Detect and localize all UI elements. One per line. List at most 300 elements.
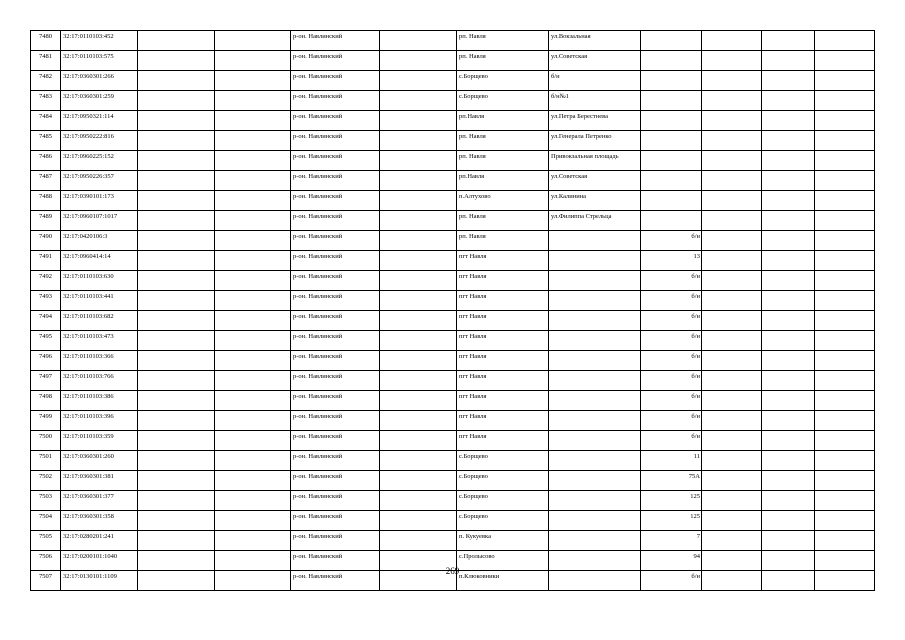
district-cell: р-он. Навлинский	[291, 91, 380, 111]
district-cell: р-он. Навлинский	[291, 251, 380, 271]
district-cell: р-он. Навлинский	[291, 31, 380, 51]
district-cell: р-он. Навлинский	[291, 211, 380, 231]
empty-cell	[702, 271, 762, 291]
locality-cell: пгт Навля	[457, 351, 549, 371]
empty-cell	[762, 251, 815, 271]
street-cell	[549, 471, 641, 491]
empty-cell	[762, 371, 815, 391]
empty-cell	[138, 411, 215, 431]
cadastral-number-cell: 32:17:0110103:359	[61, 431, 138, 451]
empty-cell	[762, 111, 815, 131]
table-row	[31, 151, 875, 171]
table-row	[31, 371, 875, 391]
empty-cell	[762, 431, 815, 451]
empty-cell	[815, 391, 875, 411]
street-cell	[549, 451, 641, 471]
empty-cell	[215, 331, 291, 351]
empty-cell	[215, 151, 291, 171]
empty-cell	[380, 71, 457, 91]
locality-cell: пгт Навля	[457, 431, 549, 451]
empty-cell	[138, 391, 215, 411]
house-number-cell: б/н	[641, 311, 702, 331]
cadastral-number-cell: 32:17:0280201:241	[61, 531, 138, 551]
row-number-cell: 7491	[31, 251, 61, 271]
table-row	[31, 451, 875, 471]
cadastral-number-cell: 32:17:0110103:396	[61, 411, 138, 431]
empty-cell	[138, 291, 215, 311]
street-cell	[549, 531, 641, 551]
row-number-cell: 7501	[31, 451, 61, 471]
empty-cell	[762, 51, 815, 71]
table-row	[31, 291, 875, 311]
table-row	[31, 431, 875, 451]
district-cell: р-он. Навлинский	[291, 491, 380, 511]
district-cell: р-он. Навлинский	[291, 231, 380, 251]
street-cell	[549, 311, 641, 331]
table-row	[31, 91, 875, 111]
empty-cell	[138, 451, 215, 471]
street-cell	[549, 431, 641, 451]
street-cell: ул.Вокзальная	[549, 31, 641, 51]
cadastral-number-cell: 32:17:0360301:266	[61, 71, 138, 91]
district-cell: р-он. Навлинский	[291, 311, 380, 331]
locality-cell: с.Борщево	[457, 71, 549, 91]
empty-cell	[138, 111, 215, 131]
street-cell	[549, 511, 641, 531]
house-number-cell: 7	[641, 531, 702, 551]
district-cell: р-он. Навлинский	[291, 451, 380, 471]
street-cell	[549, 491, 641, 511]
row-number-cell: 7486	[31, 151, 61, 171]
empty-cell	[138, 131, 215, 151]
row-number-cell: 7503	[31, 491, 61, 511]
empty-cell	[762, 531, 815, 551]
house-number-cell: 75А	[641, 471, 702, 491]
district-cell: р-он. Навлинский	[291, 531, 380, 551]
locality-cell: пгт Навля	[457, 291, 549, 311]
empty-cell	[138, 91, 215, 111]
empty-cell	[215, 91, 291, 111]
street-cell	[549, 351, 641, 371]
district-cell: р-он. Навлинский	[291, 131, 380, 151]
empty-cell	[138, 71, 215, 91]
empty-cell	[138, 31, 215, 51]
table-row	[31, 131, 875, 151]
empty-cell	[762, 471, 815, 491]
district-cell: р-он. Навлинский	[291, 291, 380, 311]
empty-cell	[815, 51, 875, 71]
house-number-cell	[641, 191, 702, 211]
empty-cell	[762, 31, 815, 51]
district-cell: р-он. Навлинский	[291, 271, 380, 291]
house-number-cell: 94	[641, 551, 702, 571]
district-cell: р-он. Навлинский	[291, 411, 380, 431]
house-number-cell	[641, 151, 702, 171]
empty-cell	[815, 231, 875, 251]
empty-cell	[380, 391, 457, 411]
empty-cell	[215, 531, 291, 551]
empty-cell	[762, 411, 815, 431]
locality-cell: пгт Навля	[457, 371, 549, 391]
empty-cell	[215, 391, 291, 411]
empty-cell	[815, 151, 875, 171]
empty-cell	[815, 251, 875, 271]
empty-cell	[215, 251, 291, 271]
empty-cell	[762, 231, 815, 251]
table-row	[31, 311, 875, 331]
cadastral-number-cell: 32:17:0110103:575	[61, 51, 138, 71]
empty-cell	[762, 271, 815, 291]
empty-cell	[815, 491, 875, 511]
cadastral-number-cell: 32:17:0950226:357	[61, 171, 138, 191]
empty-cell	[138, 471, 215, 491]
street-cell: б/н№1	[549, 91, 641, 111]
empty-cell	[815, 291, 875, 311]
table-row	[31, 511, 875, 531]
cadastral-number-cell: 32:17:0110103:682	[61, 311, 138, 331]
district-cell: р-он. Навлинский	[291, 351, 380, 371]
empty-cell	[815, 411, 875, 431]
empty-cell	[702, 31, 762, 51]
cadastral-number-cell: 32:17:0960225:152	[61, 151, 138, 171]
empty-cell	[380, 251, 457, 271]
empty-cell	[702, 351, 762, 371]
row-number-cell: 7493	[31, 291, 61, 311]
empty-cell	[215, 231, 291, 251]
house-number-cell: 125	[641, 491, 702, 511]
row-number-cell: 7494	[31, 311, 61, 331]
row-number-cell: 7495	[31, 331, 61, 351]
locality-cell: п. Кукуевка	[457, 531, 549, 551]
empty-cell	[702, 231, 762, 251]
table-row	[31, 531, 875, 551]
table-row	[31, 211, 875, 231]
empty-cell	[702, 111, 762, 131]
cadastral-number-cell: 32:17:0360301:260	[61, 451, 138, 471]
street-cell	[549, 271, 641, 291]
street-cell: ул.Советская	[549, 171, 641, 191]
empty-cell	[702, 471, 762, 491]
empty-cell	[762, 71, 815, 91]
row-number-cell: 7492	[31, 271, 61, 291]
cadastral-number-cell: 32:17:0110103:452	[61, 31, 138, 51]
empty-cell	[215, 211, 291, 231]
table-row	[31, 471, 875, 491]
empty-cell	[702, 251, 762, 271]
house-number-cell	[641, 91, 702, 111]
street-cell	[549, 411, 641, 431]
house-number-cell: 125	[641, 511, 702, 531]
empty-cell	[215, 311, 291, 331]
street-cell: б/н	[549, 71, 641, 91]
empty-cell	[138, 431, 215, 451]
empty-cell	[815, 511, 875, 531]
cadastral-number-cell: 32:17:0130101:1109	[61, 571, 138, 591]
empty-cell	[815, 351, 875, 371]
empty-cell	[702, 411, 762, 431]
empty-cell	[215, 51, 291, 71]
empty-cell	[380, 471, 457, 491]
cadastral-number-cell: 32:17:0960107:1017	[61, 211, 138, 231]
empty-cell	[815, 111, 875, 131]
empty-cell	[215, 371, 291, 391]
cadastral-number-cell: 32:17:0110103:766	[61, 371, 138, 391]
empty-cell	[380, 371, 457, 391]
house-number-cell: б/н	[641, 271, 702, 291]
empty-cell	[380, 491, 457, 511]
row-number-cell: 7483	[31, 91, 61, 111]
locality-cell: с.Пролысово	[457, 551, 549, 571]
page-number: 269	[445, 566, 460, 576]
empty-cell	[138, 271, 215, 291]
house-number-cell	[641, 51, 702, 71]
street-cell: Привокзальная площадь	[549, 151, 641, 171]
house-number-cell: б/н	[641, 571, 702, 591]
district-cell: р-он. Навлинский	[291, 191, 380, 211]
empty-cell	[702, 171, 762, 191]
row-number-cell: 7484	[31, 111, 61, 131]
table-row	[31, 231, 875, 251]
empty-cell	[762, 511, 815, 531]
table-row	[31, 351, 875, 371]
row-number-cell: 7507	[31, 571, 61, 591]
district-cell: р-он. Навлинский	[291, 551, 380, 571]
district-cell: р-он. Навлинский	[291, 511, 380, 531]
empty-cell	[702, 451, 762, 471]
empty-cell	[380, 431, 457, 451]
table-row	[31, 51, 875, 71]
empty-cell	[380, 271, 457, 291]
locality-cell: с.Борщево	[457, 91, 549, 111]
house-number-cell	[641, 71, 702, 91]
district-cell: р-он. Навлинский	[291, 111, 380, 131]
street-cell	[549, 371, 641, 391]
empty-cell	[380, 51, 457, 71]
empty-cell	[215, 491, 291, 511]
empty-cell	[702, 211, 762, 231]
empty-cell	[702, 311, 762, 331]
cadastral-number-cell: 32:17:0360301:259	[61, 91, 138, 111]
district-cell: р-он. Навлинский	[291, 391, 380, 411]
empty-cell	[380, 231, 457, 251]
table-row	[31, 331, 875, 351]
district-cell: р-он. Навлинский	[291, 571, 380, 591]
house-number-cell: б/н	[641, 331, 702, 351]
locality-cell: рп. Навля	[457, 231, 549, 251]
table-row	[31, 171, 875, 191]
street-cell	[549, 331, 641, 351]
empty-cell	[138, 351, 215, 371]
row-number-cell: 7489	[31, 211, 61, 231]
empty-cell	[762, 451, 815, 471]
district-cell: р-он. Навлинский	[291, 51, 380, 71]
empty-cell	[762, 211, 815, 231]
empty-cell	[215, 431, 291, 451]
empty-cell	[215, 271, 291, 291]
table-row	[31, 111, 875, 131]
table-row	[31, 251, 875, 271]
empty-cell	[702, 71, 762, 91]
registry-rows	[31, 31, 875, 591]
empty-cell	[215, 111, 291, 131]
district-cell: р-он. Навлинский	[291, 171, 380, 191]
district-cell: р-он. Навлинский	[291, 431, 380, 451]
empty-cell	[380, 131, 457, 151]
row-number-cell: 7496	[31, 351, 61, 371]
locality-cell: рп. Навля	[457, 131, 549, 151]
house-number-cell: б/н	[641, 351, 702, 371]
empty-cell	[215, 511, 291, 531]
cadastral-number-cell: 32:17:0360301:381	[61, 471, 138, 491]
empty-cell	[815, 531, 875, 551]
district-cell: р-он. Навлинский	[291, 471, 380, 491]
empty-cell	[380, 211, 457, 231]
empty-cell	[762, 151, 815, 171]
empty-cell	[762, 191, 815, 211]
house-number-cell	[641, 31, 702, 51]
row-number-cell: 7500	[31, 431, 61, 451]
empty-cell	[702, 131, 762, 151]
empty-cell	[215, 191, 291, 211]
empty-cell	[215, 131, 291, 151]
empty-cell	[815, 451, 875, 471]
empty-cell	[702, 371, 762, 391]
street-cell: ул.Советская	[549, 51, 641, 71]
locality-cell: рп. Навля	[457, 51, 549, 71]
house-number-cell: б/н	[641, 231, 702, 251]
empty-cell	[138, 231, 215, 251]
empty-cell	[138, 191, 215, 211]
empty-cell	[762, 391, 815, 411]
house-number-cell: б/н	[641, 411, 702, 431]
cadastral-number-cell: 32:17:0360301:358	[61, 511, 138, 531]
empty-cell	[702, 291, 762, 311]
empty-cell	[762, 91, 815, 111]
empty-cell	[380, 31, 457, 51]
house-number-cell	[641, 131, 702, 151]
table-row	[31, 71, 875, 91]
empty-cell	[380, 191, 457, 211]
district-cell: р-он. Навлинский	[291, 151, 380, 171]
empty-cell	[762, 491, 815, 511]
street-cell	[549, 291, 641, 311]
district-cell: р-он. Навлинский	[291, 331, 380, 351]
empty-cell	[815, 191, 875, 211]
cadastral-number-cell: 32:17:0950222:816	[61, 131, 138, 151]
empty-cell	[702, 91, 762, 111]
row-number-cell: 7504	[31, 511, 61, 531]
locality-cell: рп. Навля	[457, 151, 549, 171]
empty-cell	[215, 471, 291, 491]
row-number-cell: 7498	[31, 391, 61, 411]
empty-cell	[815, 431, 875, 451]
cadastral-number-cell: 32:17:0110103:473	[61, 331, 138, 351]
empty-cell	[215, 351, 291, 371]
empty-cell	[815, 271, 875, 291]
row-number-cell: 7506	[31, 551, 61, 571]
empty-cell	[215, 451, 291, 471]
street-cell: ул.Филиппа Стрельца	[549, 211, 641, 231]
street-cell: ул.Генерала Петренко	[549, 131, 641, 151]
house-number-cell: б/н	[641, 291, 702, 311]
empty-cell	[380, 111, 457, 131]
street-cell	[549, 231, 641, 251]
empty-cell	[215, 71, 291, 91]
row-number-cell: 7490	[31, 231, 61, 251]
table-row	[31, 191, 875, 211]
empty-cell	[138, 511, 215, 531]
empty-cell	[702, 331, 762, 351]
empty-cell	[702, 51, 762, 71]
empty-cell	[380, 451, 457, 471]
house-number-cell: 11	[641, 451, 702, 471]
empty-cell	[702, 391, 762, 411]
empty-cell	[702, 511, 762, 531]
street-cell: ул.Петра Берестнева	[549, 111, 641, 131]
empty-cell	[380, 511, 457, 531]
cadastral-number-cell: 32:17:0110103:630	[61, 271, 138, 291]
row-number-cell: 7497	[31, 371, 61, 391]
row-number-cell: 7502	[31, 471, 61, 491]
empty-cell	[380, 151, 457, 171]
empty-cell	[215, 171, 291, 191]
cadastral-number-cell: 32:17:0950321:114	[61, 111, 138, 131]
empty-cell	[762, 331, 815, 351]
table-row	[31, 271, 875, 291]
empty-cell	[138, 331, 215, 351]
empty-cell	[762, 311, 815, 331]
locality-cell: п.Клюковники	[457, 571, 549, 591]
empty-cell	[702, 151, 762, 171]
cadastral-number-cell: 32:17:0200101:1040	[61, 551, 138, 571]
empty-cell	[215, 291, 291, 311]
cadastral-number-cell: 32:17:0110103:386	[61, 391, 138, 411]
empty-cell	[815, 331, 875, 351]
cadastral-number-cell: 32:17:0110103:441	[61, 291, 138, 311]
empty-cell	[380, 351, 457, 371]
empty-cell	[215, 31, 291, 51]
row-number-cell: 7488	[31, 191, 61, 211]
row-number-cell: 7499	[31, 411, 61, 431]
empty-cell	[815, 71, 875, 91]
house-number-cell	[641, 171, 702, 191]
empty-cell	[815, 31, 875, 51]
street-cell	[549, 251, 641, 271]
empty-cell	[815, 171, 875, 191]
locality-cell: п.Алтухово	[457, 191, 549, 211]
locality-cell: рп.Навля	[457, 111, 549, 131]
empty-cell	[815, 91, 875, 111]
house-number-cell: 13	[641, 251, 702, 271]
locality-cell: рп. Навля	[457, 31, 549, 51]
empty-cell	[215, 411, 291, 431]
street-cell: ул.Калинина	[549, 191, 641, 211]
empty-cell	[762, 171, 815, 191]
locality-cell: с.Борщево	[457, 471, 549, 491]
district-cell: р-он. Навлинский	[291, 371, 380, 391]
empty-cell	[762, 351, 815, 371]
house-number-cell: б/н	[641, 371, 702, 391]
cadastral-number-cell: 32:17:0110103:366	[61, 351, 138, 371]
locality-cell: рп.Навля	[457, 171, 549, 191]
empty-cell	[138, 311, 215, 331]
house-number-cell: б/н	[641, 431, 702, 451]
table-row	[31, 31, 875, 51]
locality-cell: с.Борщево	[457, 511, 549, 531]
empty-cell	[815, 371, 875, 391]
empty-cell	[138, 531, 215, 551]
cadastral-number-cell: 32:17:0390101:173	[61, 191, 138, 211]
